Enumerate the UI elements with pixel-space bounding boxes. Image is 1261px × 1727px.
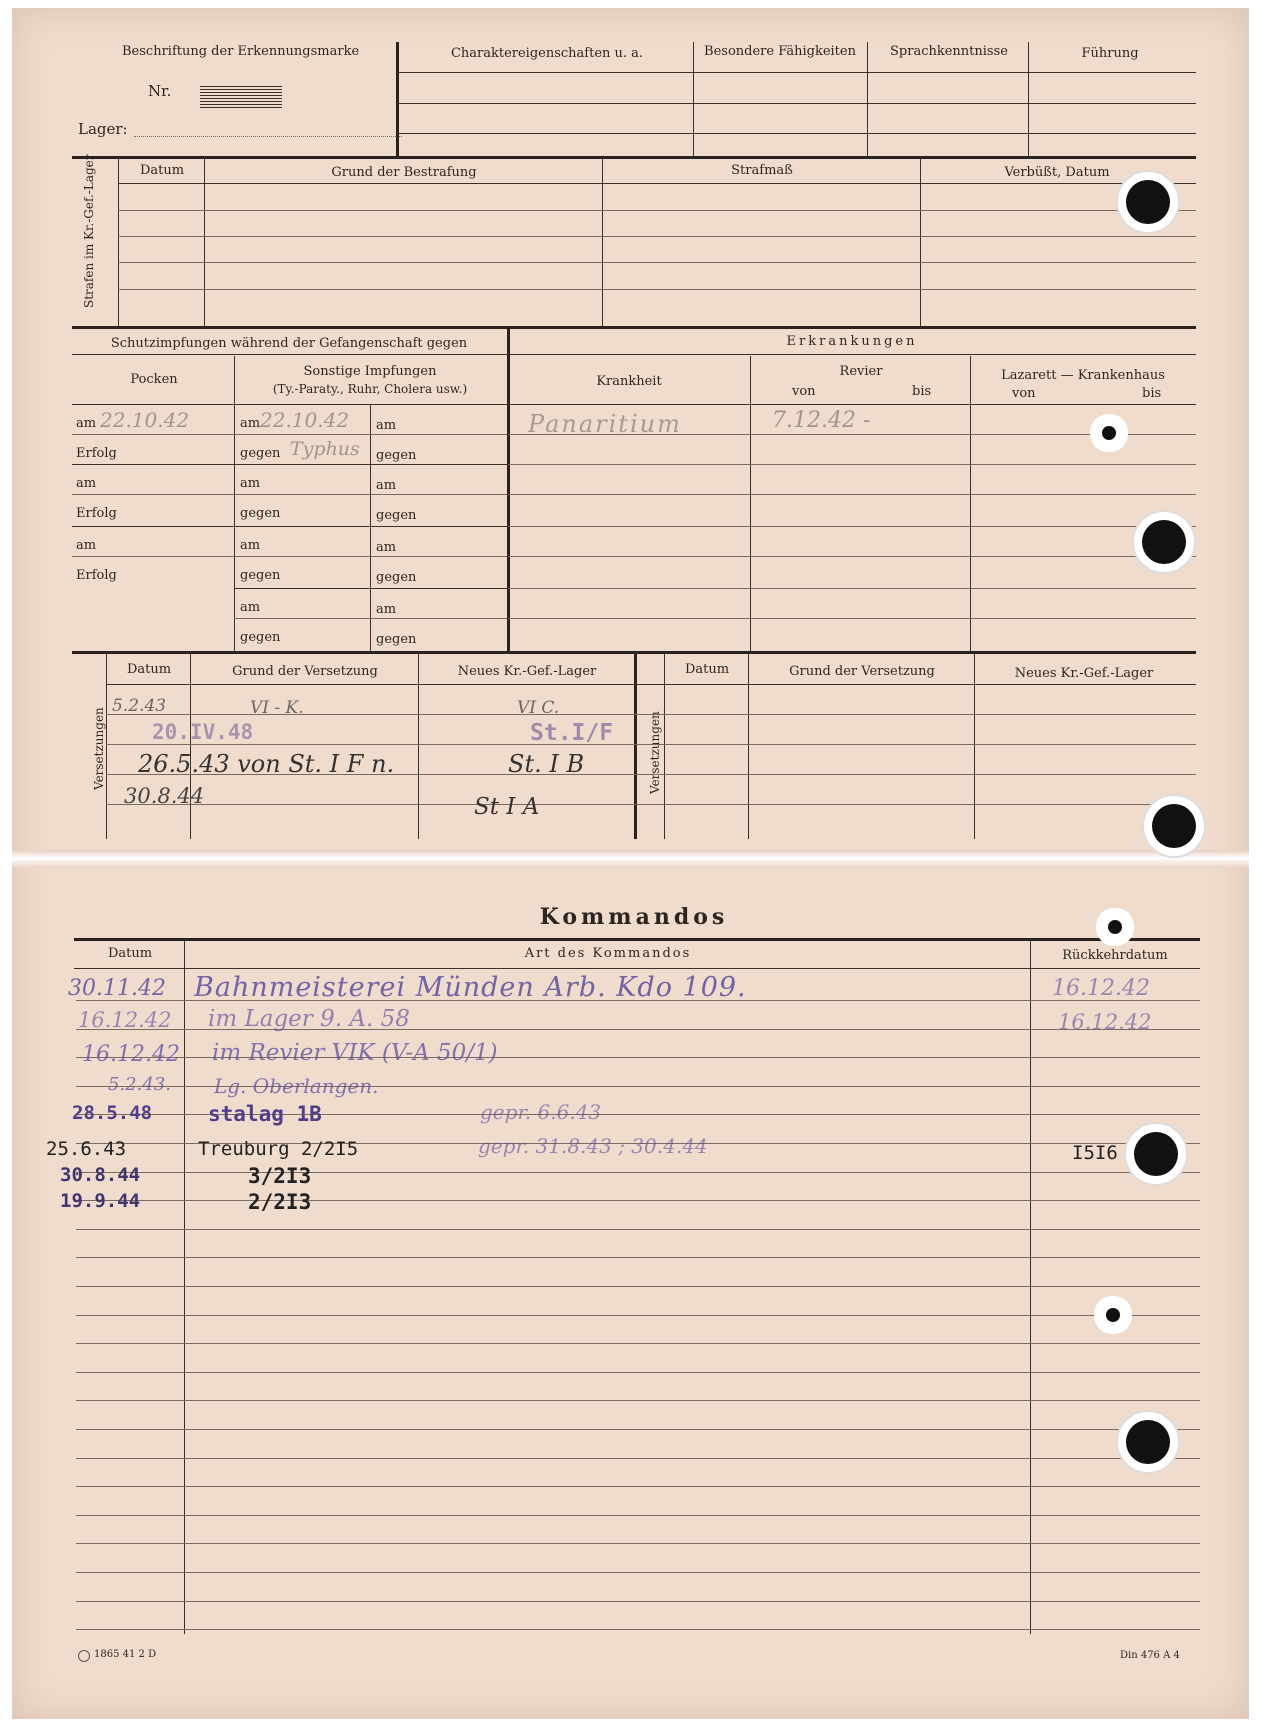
kommando-rueck-6: I5I6 bbox=[1072, 1142, 1118, 1164]
kommando-art-2: im Lager 9. A. 58 bbox=[208, 1006, 410, 1032]
sonst2-gegen-3: gegen bbox=[376, 570, 417, 585]
punch-hole bbox=[1134, 1132, 1178, 1176]
impf-divider bbox=[370, 404, 371, 652]
pocken-am-3: am bbox=[76, 538, 97, 553]
fold-crease bbox=[12, 850, 1249, 868]
strafen-col-grund: Grund der Bestrafung bbox=[331, 165, 477, 180]
kommando-art-5: stalag 1B bbox=[208, 1102, 322, 1126]
strafen-col-strafmass: Strafmaß bbox=[731, 163, 793, 178]
sonst1-gegen-4: gegen bbox=[240, 630, 281, 645]
kommandos-ruled-line bbox=[76, 1486, 1200, 1487]
impf-divider bbox=[234, 356, 235, 652]
strafen-rule bbox=[118, 262, 1196, 263]
punch-hole bbox=[1108, 920, 1122, 934]
kommando-art-8: 2/2I3 bbox=[248, 1190, 312, 1214]
kommando-datum-2: 16.12.42 bbox=[78, 1008, 172, 1032]
sonst2-am-1: am bbox=[376, 418, 397, 433]
kommandos-ruled-line bbox=[76, 1172, 1200, 1173]
erkr-col-revier: Revier bbox=[839, 364, 883, 379]
kommando-datum-1: 30.11.42 bbox=[68, 976, 166, 1001]
impf-col-sonstige: Sonstige Impfungen bbox=[303, 364, 437, 379]
section-rule bbox=[72, 326, 1196, 329]
punch-hole bbox=[1126, 180, 1170, 224]
kommandos-ruled-line bbox=[76, 1343, 1200, 1344]
footer-seal-icon bbox=[78, 1650, 90, 1662]
sonst2-am-4: am bbox=[376, 602, 397, 617]
kommandos-ruled-line bbox=[76, 1629, 1200, 1630]
kommandos-ruled-line bbox=[76, 1429, 1200, 1430]
impf-col-sonstige-sub: (Ty.-Paraty., Ruhr, Cholera usw.) bbox=[272, 382, 468, 396]
pocken-am-2: am bbox=[76, 476, 97, 491]
kommandos-divider bbox=[184, 940, 185, 1634]
kommandos-ruled-line bbox=[76, 1372, 1200, 1373]
erkrankungen-title: Erkrankungen bbox=[786, 334, 918, 349]
erkr-col-lazarett: Lazarett — Krankenhaus bbox=[1001, 368, 1165, 383]
kommando-datum-7: 30.8.44 bbox=[60, 1164, 141, 1186]
strafen-rule bbox=[118, 236, 1196, 237]
revier-von-entry: 7.12.42 - bbox=[772, 408, 871, 433]
impf-rule bbox=[72, 556, 507, 557]
vers-datum-3: 26.5.43 von St. I F n. bbox=[138, 750, 395, 778]
kommando-datum-5: 28.5.48 bbox=[72, 1102, 153, 1124]
form-sheet bbox=[12, 8, 1249, 1719]
vers-divider bbox=[190, 653, 191, 839]
sonst2-gegen-1: gegen bbox=[376, 448, 417, 463]
sonst2-am-2: am bbox=[376, 478, 397, 493]
erkr-divider bbox=[970, 356, 971, 652]
vers-col-datum-left: Datum bbox=[126, 662, 172, 677]
pocken-erfolg-2: Erfolg bbox=[76, 506, 117, 521]
sonst1-am-1: am bbox=[240, 416, 261, 431]
header-divider bbox=[1028, 42, 1029, 158]
kommandos-col-rueckkehr: Rückkehrdatum bbox=[1062, 948, 1168, 963]
sonstige-date-entry: 22.10.42 bbox=[260, 408, 350, 432]
kommandos-top-rule bbox=[74, 938, 1200, 941]
kommando-rueck-1: 16.12.42 bbox=[1052, 976, 1150, 1001]
kommandos-ruled-line bbox=[76, 1515, 1200, 1516]
kommando-datum-6: 25.6.43 bbox=[46, 1138, 127, 1160]
lager-label: Lager: bbox=[78, 120, 128, 138]
kommando-art-6: Treuburg 2/2I5 bbox=[198, 1138, 359, 1160]
erkr-divider bbox=[750, 356, 751, 652]
sonst1-gegen-3: gegen bbox=[240, 568, 281, 583]
kommando-note-5: gepr. 6.6.43 bbox=[480, 1100, 602, 1124]
vers-col-grund-right: Grund der Versetzung bbox=[789, 664, 935, 679]
fuehrung-label: Führung bbox=[1081, 46, 1139, 61]
kommandos-ruled-line bbox=[76, 1400, 1200, 1401]
vers-divider bbox=[634, 653, 637, 839]
punch-hole bbox=[1126, 1420, 1170, 1464]
kommando-datum-3: 16.12.42 bbox=[82, 1042, 180, 1067]
vers-divider bbox=[106, 653, 107, 839]
strafen-col-verbuesst: Verbüßt, Datum bbox=[1004, 165, 1110, 180]
header-rule bbox=[398, 72, 1196, 73]
lager-dotted-line bbox=[134, 136, 402, 137]
vers-datum-1: 5.2.43 bbox=[112, 696, 167, 716]
kommandos-head-rule bbox=[74, 968, 1200, 969]
sonstige-gegen-entry: Typhus bbox=[290, 438, 360, 460]
header-divider bbox=[693, 42, 694, 158]
nr-redaction bbox=[200, 86, 282, 108]
erkr-rule bbox=[508, 494, 1196, 495]
strafen-rule bbox=[118, 210, 1196, 211]
strafen-side-label: Strafen im Kr.-Gef.-Lager bbox=[82, 154, 96, 308]
vers-col-grund-left: Grund der Versetzung bbox=[232, 664, 378, 679]
vers-divider bbox=[664, 653, 665, 839]
vers-neues-2: St.I/F bbox=[530, 720, 614, 746]
faehigkeiten-label: Besondere Fähigkeiten bbox=[704, 44, 856, 59]
vers-divider bbox=[418, 653, 419, 839]
vers-neues-4: St I A bbox=[474, 794, 540, 820]
vers-datum-2: 20.IV.48 bbox=[152, 720, 254, 744]
kommandos-col-datum: Datum bbox=[107, 946, 153, 961]
vers-grund-1: VI - K. bbox=[250, 698, 304, 718]
punch-hole bbox=[1142, 520, 1186, 564]
kommandos-ruled-line bbox=[76, 1601, 1200, 1602]
lazarett-bis: bis bbox=[1142, 386, 1162, 401]
vers-rule bbox=[106, 804, 1196, 805]
kommandos-ruled-line bbox=[76, 1543, 1200, 1544]
erkr-col-krankheit: Krankheit bbox=[596, 374, 662, 389]
vers-rule bbox=[106, 744, 1196, 745]
kommando-rueck-2: 16.12.42 bbox=[1058, 1010, 1152, 1034]
sonst1-am-3: am bbox=[240, 538, 261, 553]
impf-rule bbox=[72, 434, 507, 435]
kommandos-col-art: Art des Kommandos bbox=[524, 946, 692, 961]
pocken-am-1: am bbox=[76, 416, 97, 431]
erkr-rule bbox=[508, 464, 1196, 465]
vers-col-neues-right: Neues Kr.-Gef.-Lager bbox=[1014, 666, 1154, 681]
strafen-col-datum: Datum bbox=[139, 163, 185, 178]
pocken-erfolg-1: Erfolg bbox=[76, 446, 117, 461]
kommandos-ruled-line bbox=[76, 1200, 1200, 1201]
kommando-art-7: 3/2I3 bbox=[248, 1164, 312, 1188]
sonst1-gegen-1: gegen bbox=[240, 446, 281, 461]
impf-rule bbox=[72, 354, 1196, 355]
vers-divider bbox=[974, 653, 975, 839]
kommando-datum-8: 19.9.44 bbox=[60, 1190, 141, 1212]
lazarett-von: von bbox=[1012, 386, 1036, 401]
pocken-erfolg-3: Erfolg bbox=[76, 568, 117, 583]
header-rule bbox=[398, 103, 1196, 104]
impf-rule bbox=[72, 464, 507, 465]
kommandos-ruled-line bbox=[76, 1257, 1200, 1258]
kommandos-ruled-line bbox=[76, 1572, 1200, 1573]
kommandos-ruled-line bbox=[76, 1229, 1200, 1230]
kommando-datum-4: 5.2.43. bbox=[108, 1074, 171, 1095]
header-rule bbox=[398, 133, 1196, 134]
header-divider bbox=[867, 42, 868, 158]
versetzungen-side-label-right: Versetzungen bbox=[648, 711, 662, 794]
vers-neues-1: VI C. bbox=[517, 698, 560, 718]
erkr-rule bbox=[508, 618, 1196, 619]
pocken-date-entry: 22.10.42 bbox=[100, 408, 190, 432]
impfungen-title: Schutzimpfungen während der Gefangenschaft gegen bbox=[110, 336, 468, 351]
punch-hole bbox=[1106, 1308, 1120, 1322]
charakter-label: Charaktereigenschaften u. a. bbox=[450, 46, 644, 61]
impf-rule bbox=[234, 588, 507, 589]
impf-rule bbox=[72, 494, 507, 495]
nr-label: Nr. bbox=[148, 82, 172, 100]
erkr-rule bbox=[508, 526, 1196, 527]
vers-rule bbox=[106, 684, 1196, 685]
revier-bis: bis bbox=[912, 384, 932, 399]
kommandos-title: Kommandos bbox=[539, 904, 729, 930]
kommandos-ruled-line bbox=[76, 1286, 1200, 1287]
sprachkenntnisse-label: Sprachkenntnisse bbox=[890, 44, 1008, 59]
sonst2-gegen-4: gegen bbox=[376, 632, 417, 647]
erkr-rule bbox=[508, 588, 1196, 589]
revier-von: von bbox=[792, 384, 816, 399]
kommando-note-6: gepr. 31.8.43 ; 30.4.44 bbox=[478, 1134, 708, 1158]
vers-neues-3: St. I B bbox=[508, 750, 585, 778]
erkr-rule bbox=[508, 556, 1196, 557]
sonst1-am-2: am bbox=[240, 476, 261, 491]
punch-hole bbox=[1102, 426, 1116, 440]
kommandos-ruled-line bbox=[76, 1458, 1200, 1459]
sonst1-am-4: am bbox=[240, 600, 261, 615]
impf-rule bbox=[234, 618, 507, 619]
kommando-art-4: Lg. Oberlangen. bbox=[214, 1074, 379, 1098]
strafen-rule bbox=[118, 183, 1196, 184]
vers-datum-4: 30.8.44 bbox=[124, 784, 205, 808]
impf-col-pocken: Pocken bbox=[130, 372, 178, 387]
vers-col-neues-left: Neues Kr.-Gef.-Lager bbox=[457, 664, 597, 679]
kommandos-divider bbox=[1030, 940, 1031, 1634]
impf-rule bbox=[72, 404, 1196, 405]
versetzungen-side-label-left: Versetzungen bbox=[92, 707, 106, 790]
erkennungsmarke-label: Beschriftung der Erkennungsmarke bbox=[122, 44, 360, 59]
impf-rule bbox=[72, 526, 507, 527]
punch-hole bbox=[1152, 804, 1196, 848]
krankheit-entry: Panaritium bbox=[528, 410, 682, 438]
header-divider bbox=[396, 42, 399, 158]
sonst2-gegen-2: gegen bbox=[376, 508, 417, 523]
strafen-rule bbox=[118, 289, 1196, 290]
kommando-art-3: im Revier VIK (V-A 50/1) bbox=[212, 1040, 498, 1066]
kommando-art-1: Bahnmeisterei Münden Arb. Kdo 109. bbox=[194, 972, 747, 1003]
vers-col-datum-right: Datum bbox=[684, 662, 730, 677]
sonst1-gegen-2: gegen bbox=[240, 506, 281, 521]
vers-divider bbox=[748, 653, 749, 839]
section-rule bbox=[72, 156, 1196, 159]
kommandos-ruled-line bbox=[76, 1315, 1200, 1316]
footer-left: 1865 41 2 D bbox=[94, 1649, 157, 1660]
sonst2-am-3: am bbox=[376, 540, 397, 555]
footer-right: Din 476 A 4 bbox=[1120, 1650, 1180, 1661]
